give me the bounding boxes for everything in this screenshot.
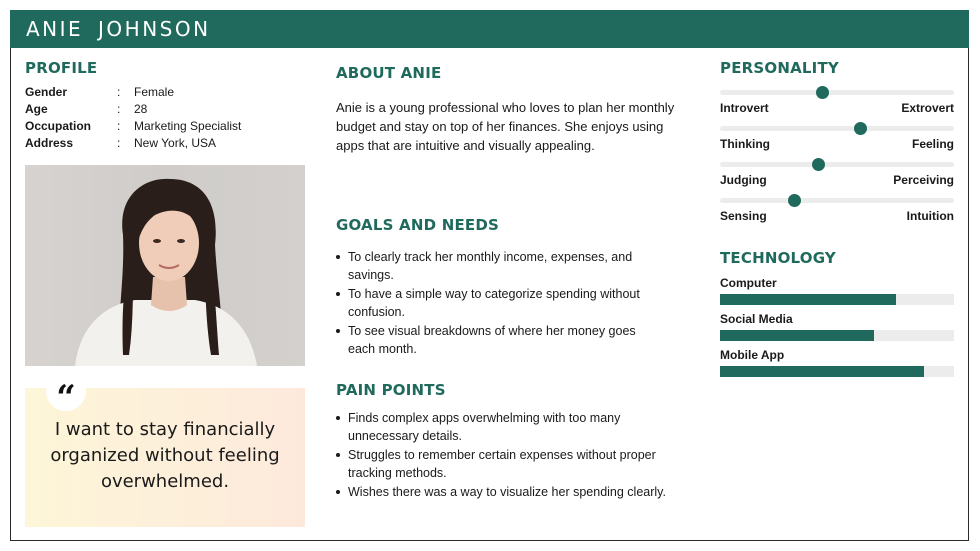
list-item: Struggles to remember certain expenses without proper tracking methods. <box>336 446 691 482</box>
profile-value: Marketing Specialist <box>134 118 242 133</box>
trait-track <box>720 126 954 131</box>
profile-colon: : <box>117 101 121 116</box>
trait-right-label: Extrovert <box>901 101 954 115</box>
profile-row-gender <box>25 83 241 100</box>
list-item: Wishes there was a way to visualize her spending clearly. <box>336 483 691 501</box>
pain-list <box>336 409 691 502</box>
profile-colon: : <box>117 84 121 99</box>
trait-left-label: Sensing <box>720 209 767 223</box>
trait-track <box>720 198 954 203</box>
tech-bar-fill <box>720 366 924 377</box>
list-item: Finds complex apps overwhelming with too many unnecessary details. <box>336 409 691 445</box>
profile-table <box>25 83 241 151</box>
profile-label: Address <box>25 135 74 150</box>
profile-label: Occupation <box>25 118 92 133</box>
trait-right-label: Intuition <box>906 209 954 223</box>
trait-marker <box>812 158 825 171</box>
persona-name: ANIE JOHNSON <box>26 17 211 41</box>
list-item: To clearly track her monthly income, expenses, and savings. <box>336 248 666 284</box>
profile-value: Female <box>134 84 175 99</box>
tech-bar <box>720 294 954 305</box>
profile-colon: : <box>117 135 121 150</box>
pain-title: PAIN POINTS <box>336 381 446 399</box>
profile-row-age <box>25 100 241 117</box>
trait-track <box>720 90 954 95</box>
personality-title: PERSONALITY <box>720 59 839 77</box>
trait-marker <box>854 122 867 135</box>
goals-title: GOALS AND NEEDS <box>336 216 499 234</box>
list-item: To see visual breakdowns of where her money goes each month. <box>336 322 666 358</box>
profile-value: 28 <box>134 101 148 116</box>
tech-bar <box>720 366 954 377</box>
tech-bar-fill <box>720 330 874 341</box>
trait-left-label: Thinking <box>720 137 770 151</box>
about-title: ABOUT ANIE <box>336 64 442 82</box>
trait-right-label: Perceiving <box>893 173 954 187</box>
trait-left-label: Introvert <box>720 101 769 115</box>
persona-photo <box>25 165 305 366</box>
tech-bar <box>720 330 954 341</box>
profile-value: New York, USA <box>134 135 217 150</box>
tech-bar-fill <box>720 294 896 305</box>
tech-label: Mobile App <box>720 348 785 362</box>
list-item: To have a simple way to categorize spending without confusion. <box>336 285 666 321</box>
technology-title: TECHNOLOGY <box>720 249 836 267</box>
profile-label: Age <box>25 101 48 116</box>
trait-left-label: Judging <box>720 173 767 187</box>
tech-label: Computer <box>720 276 777 290</box>
trait-right-label: Feeling <box>911 137 954 151</box>
profile-row-occupation <box>25 117 241 134</box>
goals-list <box>336 248 666 359</box>
about-text: Anie is a young professional who loves to plan her monthly budget and stay on top of her finances. She enjoys using apps that are intuitive and visually appealing. <box>336 100 675 153</box>
quote-mark-icon: “ <box>46 371 86 411</box>
tech-label: Social Media <box>720 312 793 326</box>
profile-colon: : <box>117 118 121 133</box>
profile-row-address <box>25 134 241 151</box>
profile-label: Gender <box>25 84 68 99</box>
header-bar <box>10 10 969 48</box>
quote-text: I want to stay financially organized without feeling overwhelmed. <box>50 419 280 492</box>
trait-track <box>720 162 954 167</box>
profile-title: PROFILE <box>25 59 98 77</box>
